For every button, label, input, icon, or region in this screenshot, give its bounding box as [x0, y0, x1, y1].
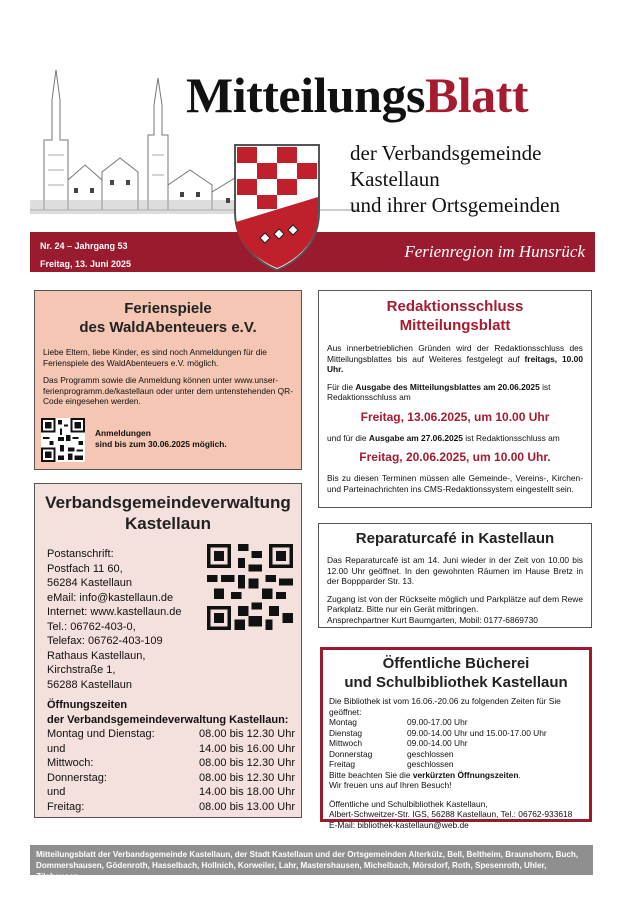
issue2-bold: Ausgabe am 27.06.2025 — [368, 432, 463, 443]
verwaltung-address — [47, 547, 182, 692]
redaktion-intro — [327, 343, 583, 375]
buecherei-email[interactable]: E-Mail: bibliothek-kastellaun@web.de — [329, 819, 469, 830]
hours-row — [47, 771, 295, 786]
redaktionsschluss-title-line2: Mitteilungsblatt — [399, 317, 511, 334]
issue2-post: ist Redaktionsschluss am — [465, 432, 560, 443]
library-time: geschlossen — [407, 748, 454, 759]
intro-bold: freitags, 10.00 Uhr. — [327, 353, 583, 374]
ferienspiele-title — [35, 299, 301, 337]
masthead-title-part1: Mitteilungs — [186, 67, 425, 123]
hours-row — [47, 742, 295, 757]
ferienspiele-para: Das Programm sowie die Anmeldung können unter www.unser-ferienprogramm.de/kastellaun oder unter dem untenstehenden QR-Code eingesehen werden. — [43, 375, 293, 406]
hours-time: 08.00 bis 12.30 Uhr — [198, 728, 295, 740]
subtitle-line: Kastellaun — [350, 167, 440, 191]
hours-time: 14.00 bis 16.00 Uhr — [198, 742, 295, 755]
library-hours-row — [329, 759, 583, 770]
redaktion-issue1 — [327, 382, 583, 403]
buecherei-title-line1: Öffentliche Bücherei — [382, 655, 530, 672]
issue-info — [40, 237, 131, 273]
hours-day: und — [47, 742, 66, 755]
hours-row — [47, 727, 295, 742]
reparaturcafe-box — [318, 523, 592, 628]
masthead-title-part2: Blatt — [424, 67, 528, 123]
footer-banner: Mitteilungsblatt der Verbandsgemeinde Kastellaun, der Stadt Kastellaun und der Ortsgemeinden Alterkülz, Bell, Beltheim, Braunshorn, Buch, Dommershausen, Gödenroth, Hasselbach, Hollnich, Korweiler, Lahr, Mastershausen, Michelbach, Mörsdorf, Roth, Spesenroth, Uhler, Zilshausen — [30, 845, 593, 875]
address-line: Tel.: 06762-403-0, — [47, 620, 136, 633]
address-line: 56284 Kastellaun — [47, 577, 133, 589]
address-line: 56288 Kastellaun — [47, 678, 133, 691]
ferienspiele-para: Liebe Eltern, liebe Kinder, es sind noch Anmeldungen für die Ferienspiele des WaldAbenteuers e.V. möglich. — [43, 347, 267, 368]
ferienspiele-box — [34, 290, 302, 470]
qr-code-icon[interactable] — [41, 418, 85, 462]
anmeldung-line: Anmeldungen — [95, 428, 151, 438]
issue-number: Nr. 24 – Jahrgang 53 — [40, 241, 128, 251]
library-hours-row — [329, 749, 583, 760]
ferienspiele-title-line1: Ferienspiele — [124, 300, 212, 317]
issue1-bold: Ausgabe des Mitteilungsblattes am 20.06.2025 — [355, 381, 540, 392]
hours-row — [47, 800, 295, 815]
buecherei-text — [323, 692, 589, 830]
library-hours-row — [329, 728, 583, 739]
hours-day: Mittwoch: — [47, 757, 94, 769]
reparaturcafe-text — [319, 548, 591, 625]
redaktionsschluss-title — [319, 297, 591, 335]
hours-day: Montag und Dienstag: — [47, 728, 155, 740]
hours-time: 08.00 bis 12.30 Uhr — [198, 771, 295, 784]
region-slogan: Ferienregion im Hunsrück — [404, 242, 585, 261]
verwaltung-opening-hours — [47, 698, 295, 814]
hours-day: Freitag: — [47, 800, 85, 813]
library-day: Freitag — [329, 759, 356, 769]
qr-code-icon[interactable] — [207, 544, 293, 630]
hours-time: 14.00 bis 18.00 Uhr — [198, 786, 295, 798]
address-line: Rathaus Kastellaun, — [47, 649, 146, 662]
hours-heading: der Verbandsgemeindeverwaltung Kastellaun: — [47, 713, 289, 726]
issue-date: Freitag, 13. Juni 2025 — [40, 259, 132, 269]
deadline-2: Freitag, 20.06.2025, um 10.00 Uhr. — [359, 450, 551, 464]
buecherei-box — [320, 647, 592, 830]
reparatur-para: Zugang ist von der Rückseite möglich und Parkplätze auf dem Rewe Parkplatz. Bitte nur ein Gerät mitbringen. — [327, 593, 583, 614]
reparatur-para: Das Reparaturcafé ist am 14. Juni wieder in der Zeit von 10.00 bis 12.00 Uhr geöffnet. In den gewohnten Räumen im Hause Bretz in der Boppparder Str. 13. — [327, 555, 583, 586]
verwaltung-box — [34, 483, 302, 818]
buecherei-welcome: Wir freuen uns auf Ihren Besuch! — [329, 780, 452, 790]
buecherei-title — [323, 654, 589, 692]
redaktion-issue2 — [327, 433, 583, 444]
verwaltung-title-line1: Verbandsgemeindeverwaltung — [45, 493, 291, 512]
ferienspiele-anmeldung — [95, 428, 227, 449]
masthead-subtitle — [350, 140, 560, 218]
library-day: Donnerstag — [329, 748, 373, 759]
subtitle-line: und ihrer Ortsgemeinden — [350, 193, 560, 217]
anmeldung-line: sind bis zum 30.06.2025 möglich. — [95, 438, 227, 449]
redaktion-closing: Bis zu diesen Terminen müssen alle Gemeinde-, Vereins-, Kirchen- und Parteinachrichten ins CMS-Redaktionssystem eingestellt sein. — [327, 473, 583, 494]
buecherei-intro: Die Bibliothek ist vom 16.06.-20.06 zu folgenden Zeiten für Sie geöffnet: — [329, 696, 561, 717]
note-post: . — [518, 769, 521, 780]
ferienspiele-title-line2: des WaldAbenteuers e.V. — [79, 319, 257, 336]
masthead-title — [186, 67, 528, 123]
hours-day: und — [47, 786, 66, 798]
hours-row — [47, 785, 295, 800]
library-time: 09.00-14.00 Uhr — [407, 738, 468, 748]
website-link[interactable]: Internet: www.kastellaun.de — [47, 606, 182, 618]
coat-of-arms-icon — [232, 142, 322, 272]
library-day: Mittwoch — [329, 738, 363, 748]
hours-time: 08.00 bis 12.30 Uhr — [198, 757, 295, 769]
issue1-post: ist Redaktionsschluss am — [327, 381, 551, 402]
issue2-pre: und für die — [327, 432, 367, 443]
address-line: Telefax: 06762-403-109 — [47, 635, 163, 647]
redaktionsschluss-text — [319, 335, 591, 494]
buecherei-contact: Öffentliche und Schulbibliothek Kastellaun, — [329, 798, 488, 809]
deadline-1: Freitag, 13.06.2025, um 10.00 Uhr — [360, 409, 550, 424]
hours-time: 08.00 bis 13.00 Uhr — [198, 800, 295, 813]
redaktionsschluss-title-line1: Redaktionsschluss — [386, 298, 524, 315]
library-hours-row — [329, 738, 583, 749]
subtitle-line: der Verbandsgemeinde — [350, 141, 542, 165]
address-line: Postfach 11 60, — [47, 562, 123, 575]
verwaltung-title — [35, 492, 301, 534]
verwaltung-title-line2: Kastellaun — [125, 514, 211, 533]
hours-heading: Öffnungszeiten — [47, 699, 128, 711]
intro-text: Aus innerbetrieblichen Gründen wird der Redaktionsschluss des Mitteilungsblattes bis auf Weiteres festgelegt auf — [327, 343, 583, 364]
library-hours-row — [329, 717, 583, 728]
ferienspiele-text — [35, 337, 301, 407]
reparatur-contact: Ansprechpartner Kurt Baumgarten, Mobil: 0177-6869730 — [327, 614, 538, 625]
note-bold: verkürzten Öffnungszeiten — [412, 769, 519, 780]
library-time: 09.00-17.00 Uhr — [407, 717, 468, 727]
address-line: Postanschrift: — [47, 548, 114, 560]
library-time: 09.00-14.00 Uhr und 15.00-17.00 Uhr — [407, 727, 547, 738]
reparaturcafe-title: Reparaturcafé in Kastellaun — [355, 530, 555, 547]
buecherei-note — [329, 770, 583, 781]
note-pre: Bitte beachten Sie die — [329, 769, 411, 780]
library-day: Montag — [329, 717, 357, 727]
issue1-pre: Für die — [327, 381, 354, 392]
address-line: Kirchstraße 1, — [47, 664, 116, 676]
buecherei-contact: Albert-Schweitzer-Str. IGS, 56288 Kastellaun, Tel.: 06762-933618 — [329, 809, 573, 819]
redaktionsschluss-box — [318, 290, 592, 508]
email-link[interactable]: eMail: info@kastellaun.de — [47, 591, 174, 604]
buecherei-title-line2: und Schulbibliothek Kastellaun — [344, 674, 568, 691]
library-day: Dienstag — [329, 727, 363, 738]
hours-day: Donnerstag: — [47, 771, 107, 784]
library-time: geschlossen — [407, 759, 454, 769]
hours-row — [47, 756, 295, 771]
